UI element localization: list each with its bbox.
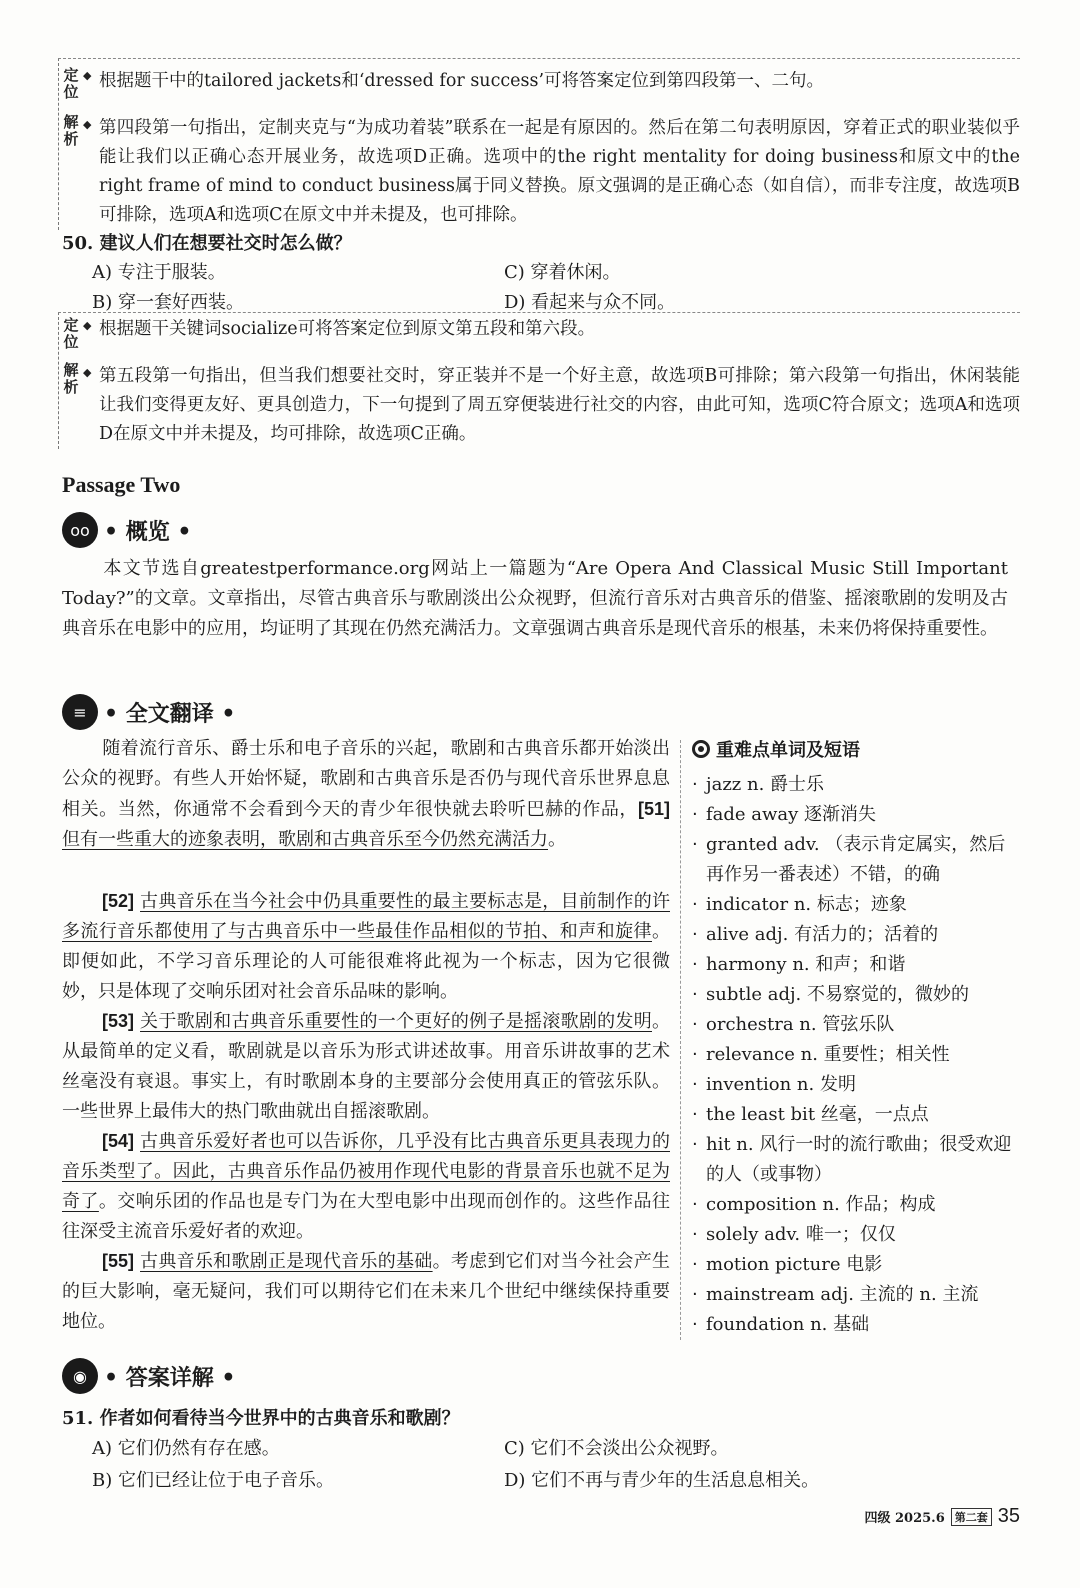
vocab-entry: hit n. 风行一时的流行歌曲；很受欢迎的人（或事物） xyxy=(706,1134,1012,1185)
vocab-item xyxy=(692,1040,1022,1070)
bullet-icon: · xyxy=(692,954,698,975)
q51-option-a: A) 它们仍然有存在感。 xyxy=(92,1438,280,1459)
underlined-answer: 关于歌剧和古典音乐重要性的一个更好的例子是摇滚歌剧的发明 xyxy=(140,1011,652,1032)
vocab-panel xyxy=(692,736,1022,1340)
vocab-item xyxy=(692,1010,1022,1040)
analysis-tag: 解析 xyxy=(63,113,79,148)
q50-option-a: A) 专注于服装。 xyxy=(92,262,226,283)
vocab-entry: mainstream adj. 主流的 n. 主流 xyxy=(706,1284,979,1305)
locate-text: 根据题干中的tailored jackets和‘dressed for success’可将答案定位到第四段第一、二句。 xyxy=(99,71,825,91)
page-footer xyxy=(864,1505,1020,1528)
bullet-icon: · xyxy=(692,924,698,945)
arrow-icon: ◆ xyxy=(83,118,92,131)
bullet-icon: · xyxy=(692,1194,698,1215)
vocab-item xyxy=(692,800,1022,830)
bullet-icon: · xyxy=(692,804,698,825)
vocab-item xyxy=(692,1220,1022,1250)
vocab-entry: orchestra n. 管弦乐队 xyxy=(706,1014,895,1035)
vocab-item xyxy=(692,1100,1022,1130)
q51-option-c: C) 它们不会淡出公众视野。 xyxy=(504,1438,729,1459)
q54-marker: [54] xyxy=(102,1131,135,1151)
underlined-answer: 但有一些重大的迹象表明，歌剧和古典音乐至今仍然充满活力 xyxy=(62,829,548,850)
locate-text: 根据题干关键词socialize可将答案定位到原文第五段和第六段。 xyxy=(99,319,596,339)
underlined-answer: 古典音乐和歌剧正是现代音乐的基础 xyxy=(140,1251,433,1272)
overview-heading xyxy=(62,512,191,548)
overview-label: • 概览 • xyxy=(104,518,192,545)
arrow-icon: ◆ xyxy=(83,319,92,332)
q50-annotation xyxy=(58,312,1020,449)
footer-issue: 四级 2025.6 xyxy=(864,1511,945,1526)
bullet-icon: · xyxy=(692,1284,698,1305)
vocab-entry: the least bit 丝毫，一点点 xyxy=(706,1104,929,1125)
vocab-item xyxy=(692,1130,1022,1190)
overview-body: 本文节选自greatestperformance.org网站上一篇题为“Are Opera And Classical Music Still Important Today?”的文章。文章指出，尽管古典音乐与歌剧淡出公众视野，但流行音乐对古典音乐的借鉴、摇滚歌剧的发明及古典音乐在电影中的应用，均证明了其现在仍然充满活力。文章强调古典音乐是现代音乐的根基，未来仍将保持重要性。 xyxy=(62,558,1008,639)
lightbulb-icon: ◉ xyxy=(62,1358,98,1394)
underlined-answer: 古典音乐在当今社会中仍具重要性的最主要标志是，目前制作的许多流行音乐都使用了与古典音乐中一些最佳作品相似的节拍、和声和旋律 xyxy=(62,891,670,942)
q49-analysis xyxy=(59,114,1020,230)
vocab-entry: harmony n. 和声；和谐 xyxy=(706,954,906,975)
arrow-icon: ◆ xyxy=(83,366,92,379)
vocab-entry: granted adv. （表示肯定属实，然后再作另一番表述）不错，的确 xyxy=(706,834,1006,885)
analysis-tag: 解析 xyxy=(63,361,79,396)
vocab-entry: alive adj. 有活力的；活着的 xyxy=(706,924,939,945)
translation-heading xyxy=(62,694,235,730)
analysis-text: 第四段第一句指出，定制夹克与“为成功着装”联系在一起是有原因的。然后在第二句表明原因，穿着正式的职业装似乎能让我们以正确心态开展业务，故选项D正确。选项中的the right mentality for doing business和原文中的the right frame of mind to conduct business属于同义替换。原文强调的是正确心态（如自信），而非专注度，故选项B可排除，选项A和选项C在原文中并未提及，也可排除。 xyxy=(99,118,1020,225)
vocab-item xyxy=(692,1190,1022,1220)
vocab-item xyxy=(692,920,1022,950)
vocab-title: 重难点单词及短语 xyxy=(716,740,860,761)
q51-option-d: D) 它们不再与青少年的生活息息相关。 xyxy=(504,1470,820,1491)
bullet-icon: · xyxy=(692,1104,698,1125)
bullet-icon: · xyxy=(692,1224,698,1245)
locate-tag: 定位 xyxy=(63,66,79,101)
q53-marker: [53] xyxy=(102,1011,135,1031)
bullet-icon: · xyxy=(692,1254,698,1275)
bullet-icon: · xyxy=(692,1134,698,1155)
translation-paragraph-3: [53] 关于歌剧和古典音乐重要性的一个更好的例子是摇滚歌剧的发明。从最简单的定义看，歌剧就是以音乐为形式讲述故事。用音乐讲故事的艺术丝毫没有衰退。事实上，有时歌剧本身的主要部分会使用真正的管弦乐队。一些世界上最伟大的热门歌曲就出自摇滚歌剧。 xyxy=(62,1011,670,1122)
vocab-item xyxy=(692,1250,1022,1280)
vocab-entry: fade away 逐渐消失 xyxy=(706,804,877,825)
vocab-item xyxy=(692,830,1022,890)
vocab-entry: foundation n. 基础 xyxy=(706,1314,870,1335)
translation-paragraph-2: [52] 古典音乐在当今社会中仍具重要性的最主要标志是，目前制作的许多流行音乐都使用了与古典音乐中一些最佳作品相似的节拍、和声和旋律。即便如此，不学习音乐理论的人可能很难将此视为一个标志，因为它很微妙，只是体现了交响乐团对社会音乐品味的影响。 xyxy=(62,891,670,1002)
q52-marker: [52] xyxy=(102,891,135,911)
translation-paragraph-4: [54] 古典音乐爱好者也可以告诉你，几乎没有比古典音乐更具表现力的音乐类型了。因此，古典音乐作品仍被用作现代电影的背景音乐也就不足为奇了。交响乐团的作品也是专门为在大型电影中出现而创作的。这些作品往往深受主流音乐爱好者的欢迎。 xyxy=(62,1131,670,1242)
vocab-item xyxy=(692,1310,1022,1340)
q51-option-b: B) 它们已经让位于电子音乐。 xyxy=(92,1470,334,1491)
bullet-icon: · xyxy=(692,984,698,1005)
vocab-entry: solely adv. 唯一；仅仅 xyxy=(706,1224,896,1245)
vocab-entry: subtle adj. 不易察觉的，微妙的 xyxy=(706,984,969,1005)
bullet-icon: · xyxy=(692,774,698,795)
vocab-entry: composition n. 作品；构成 xyxy=(706,1194,936,1215)
q51-marker: [51] xyxy=(637,799,670,819)
q50-locate xyxy=(59,313,1020,351)
vocab-entry: jazz n. 爵士乐 xyxy=(706,774,825,795)
question-50-title: 50. 建议人们在想要社交时怎么做？ xyxy=(62,233,352,254)
bullet-icon: · xyxy=(692,1014,698,1035)
vocab-item xyxy=(692,950,1022,980)
bullet-icon: · xyxy=(692,1074,698,1095)
overview-text xyxy=(62,554,1008,644)
vocab-item xyxy=(692,890,1022,920)
list-icon: ≡ xyxy=(62,694,98,730)
vocab-item xyxy=(692,770,1022,800)
bullet-icon: · xyxy=(692,1314,698,1335)
bullet-icon: · xyxy=(692,834,698,855)
vocab-item xyxy=(692,1070,1022,1100)
q50-analysis xyxy=(59,362,1020,449)
vocab-entry: relevance n. 重要性；相关性 xyxy=(706,1044,950,1065)
answers-label: • 答案详解 • xyxy=(104,1364,236,1391)
answers-heading xyxy=(62,1358,235,1394)
footer-badge: 第二套 xyxy=(951,1508,992,1526)
analysis-text: 第五段第一句指出，但当我们想要社交时，穿正装并不是一个好主意，故选项B可排除；第六段第一句指出，休闲装能让我们变得更友好、更具创造力，下一句提到了周五穿便装进行社交的内容，由此可知，选项C符合原文；选项A和选项D在原文中并未提及，均可排除，故选项C正确。 xyxy=(99,366,1020,444)
passage-title: Passage Two xyxy=(62,472,181,497)
vocab-entry: motion picture 电影 xyxy=(706,1254,883,1275)
q49-annotation xyxy=(58,58,1020,230)
vocab-entry: invention n. 发明 xyxy=(706,1074,856,1095)
translation-paragraph-5: [55] 古典音乐和歌剧正是现代音乐的基础。考虑到它们对当今社会产生的巨大影响，毫无疑问，我们可以期待它们在未来几个世纪中继续保持重要地位。 xyxy=(62,1251,671,1332)
q49-locate xyxy=(59,59,1020,101)
vocab-divider xyxy=(680,740,681,1340)
question-51-title: 51. 作者如何看待当今世界中的古典音乐和歌剧？ xyxy=(62,1408,460,1429)
q50-option-d: D) 看起来与众不同。 xyxy=(504,292,676,313)
vocab-heading xyxy=(692,736,1022,762)
locate-tag: 定位 xyxy=(63,316,79,351)
glasses-icon: oo xyxy=(62,512,98,548)
vocab-item xyxy=(692,980,1022,1010)
translation-paragraph-1: 随着流行音乐、爵士乐和电子音乐的兴起，歌剧和古典音乐都开始淡出公众的视野。有些人开始怀疑，歌剧和古典音乐是否仍与现代音乐世界息息相关。当然，你通常不会看到今天的青少年很快就去聆听巴赫的作品，[51] 但有一些重大的迹象表明，歌剧和古典音乐至今仍然充满活力。 xyxy=(62,738,670,850)
bullet-icon: · xyxy=(692,1044,698,1065)
bullet-icon: · xyxy=(692,894,698,915)
vocab-item xyxy=(692,1280,1022,1310)
underlined-answer: 古典音乐爱好者也可以告诉你，几乎没有比古典音乐更具表现力的音乐类型了。因此，古典音乐作品仍被用作现代电影的背景音乐也就不足为奇了 xyxy=(62,1131,670,1212)
q50-option-b: B) 穿一套好西装。 xyxy=(92,292,244,313)
q50-option-c: C) 穿着休闲。 xyxy=(504,262,621,283)
target-icon xyxy=(692,740,710,758)
vocab-entry: indicator n. 标志；迹象 xyxy=(706,894,907,915)
vocab-list xyxy=(692,770,1022,1340)
q55-marker: [55] xyxy=(102,1251,135,1271)
arrow-icon: ◆ xyxy=(83,69,92,82)
translation-label: • 全文翻译 • xyxy=(104,700,236,727)
page-number: 35 xyxy=(997,1505,1020,1527)
